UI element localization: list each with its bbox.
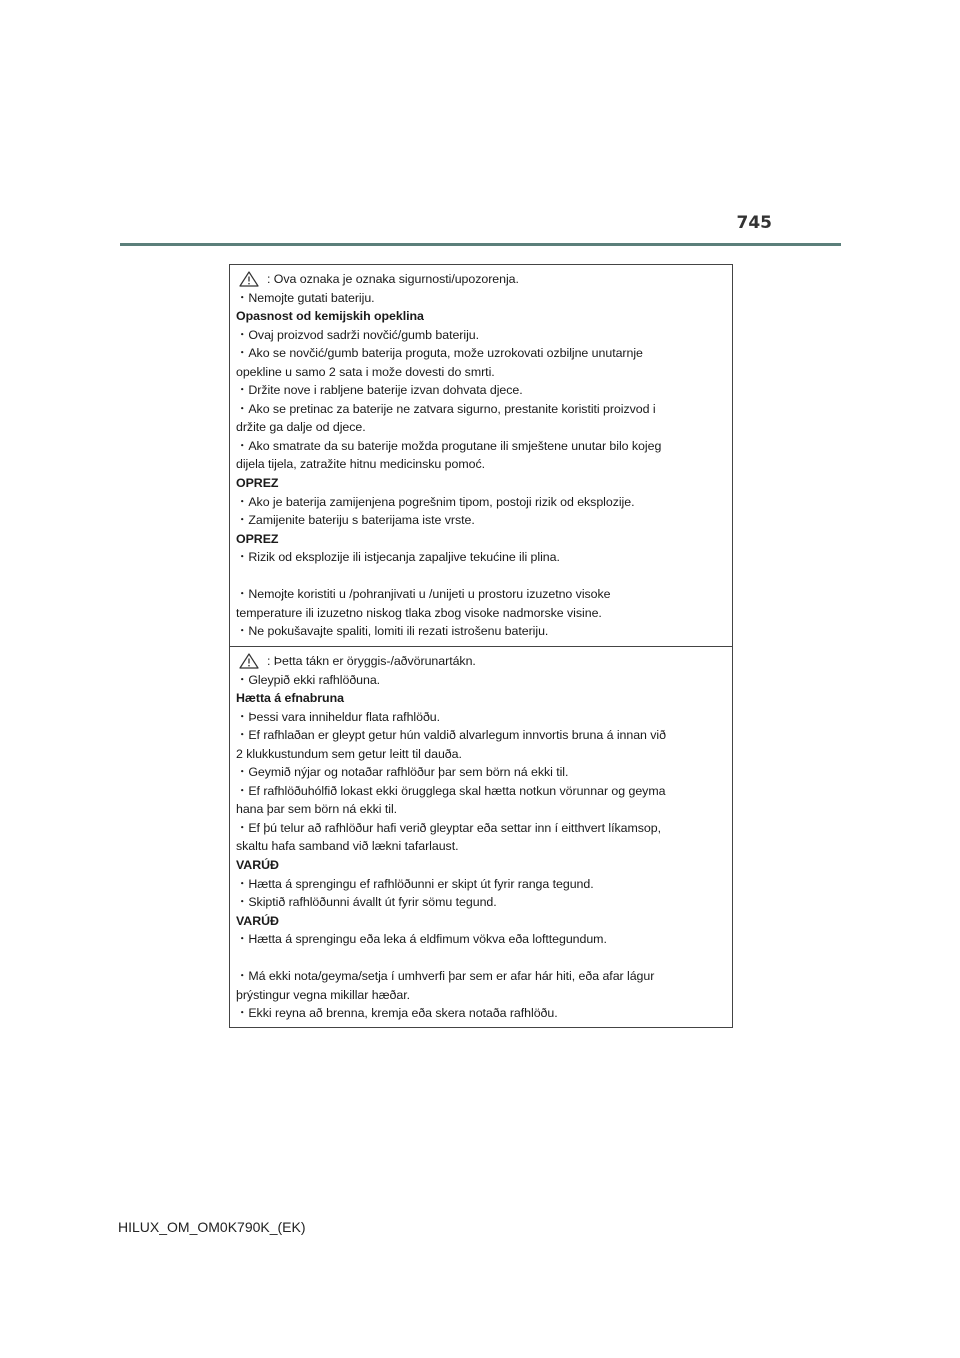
text-line: ・Zamijenite bateriju s baterijama iste vrste.	[236, 513, 475, 528]
section-heading: OPREZ	[236, 531, 279, 546]
text-line: opekline u samo 2 sata i može dovesti do smrti.	[236, 364, 495, 379]
section-heading: Opasnost od kemijskih opeklina	[236, 309, 424, 324]
warning-triangle-icon	[239, 271, 259, 287]
blank-line	[236, 949, 726, 968]
text-line: ・Hætta á sprengingu ef rafhlöðunni er skipt út fyrir ranga tegund.	[236, 876, 594, 891]
text-line: temperature ili izuzetno niskog tlaka zbog visoke nadmorske visine.	[236, 605, 602, 620]
text-line: ・Geymið nýjar og notaðar rafhlöður þar sem börn ná ekki til.	[236, 765, 569, 780]
warning-triangle-icon	[239, 653, 259, 669]
section-heading: VARÚÐ	[236, 913, 279, 928]
text-line: ・Ekki reyna að brenna, kremja eða skera notaða rafhlöðu.	[236, 1006, 558, 1021]
text-line: ・Þessi vara inniheldur flata rafhlöðu.	[236, 709, 441, 724]
text-line: ・Ne pokušavajte spaliti, lomiti ili rezati istrošenu bateriju.	[236, 624, 549, 639]
text-line: hana þar sem börn ná ekki til.	[236, 802, 398, 817]
text-line: ・Hætta á sprengingu eða leka á eldfimum vökva eða lofttegundum.	[236, 932, 607, 947]
section-heading: OPREZ	[236, 476, 279, 491]
warning-header-row	[236, 270, 726, 289]
text-line: ・Má ekki nota/geyma/setja í umhverfi þar sem er afar hár hiti, eða afar lágur	[236, 969, 655, 984]
text-line: ・Ef þú telur að rafhlöður hafi verið gleyptar eða settar inn í eitthvert líkamsop,	[236, 820, 661, 835]
warning-header-text: : Ova oznaka je oznaka sigurnosti/upozorenja.	[267, 272, 519, 286]
warning-header-text: : Þetta tákn er öryggis-/aðvörunartákn.	[267, 654, 476, 668]
text-line: ・Ovaj proizvod sadrži novčić/gumb bateriju.	[236, 327, 480, 342]
text-line: ・Ako se novčić/gumb baterija proguta, može uzrokovati ozbiljne unutarnje	[236, 346, 643, 361]
text-line: ・Gleypið ekki rafhlöðuna.	[236, 672, 381, 687]
section-heading: VARÚÐ	[236, 858, 279, 873]
blank-line	[236, 567, 726, 586]
text-line: ・Ako je baterija zamijenjena pogrešnim tipom, postoji rizik od eksplozije.	[236, 494, 635, 509]
text-line: ・Ef rafhlöðuhólfið lokast ekki örugglega skal hætta notkun vörunnar og geyma	[236, 783, 666, 798]
page-number: 745	[736, 213, 772, 233]
text-line: ・Skiptið rafhlöðunni ávallt út fyrir sömu tegund.	[236, 895, 497, 910]
text-line: ・Ef rafhlaðan er gleypt getur hún valdið alvarlegum innvortis bruna á innan við	[236, 728, 666, 743]
text-line: ・Rizik od eksplozije ili istjecanja zapaljive tekućine ili plina.	[236, 550, 560, 565]
text-line: ・Nemojte koristiti u /pohranjivati u /unijeti u prostoru izuzetno visoke	[236, 587, 611, 602]
text-line: ・Nemojte gutati bateriju.	[236, 290, 375, 305]
warning-header-row	[236, 652, 726, 671]
section-heading: Hætta á efnabruna	[236, 691, 344, 706]
text-line: ・Ako se pretinac za baterije ne zatvara sigurno, prestanite koristiti proizvod i	[236, 401, 656, 416]
text-line: ・Držite nove i rabljene baterije izvan dohvata djece.	[236, 383, 523, 398]
text-line: 2 klukkustundum sem getur leitt til dauða.	[236, 746, 462, 761]
text-line: skaltu hafa samband við lækni tafarlaust.	[236, 839, 459, 854]
text-line: dijela tijela, zatražite hitnu medicinsku pomoć.	[236, 457, 485, 472]
text-line: držite ga dalje od djece.	[236, 420, 366, 435]
text-line: ・Ako smatrate da su baterije možda progutane ili smještene unutar bilo kojeg	[236, 438, 662, 453]
warning-box-icelandic	[229, 647, 733, 1028]
header-rule	[120, 243, 841, 246]
warning-box-croatian	[229, 264, 733, 647]
document-footer-code: HILUX_OM_OM0K790K_(EK)	[118, 1219, 306, 1235]
text-line: þrýstingur vegna mikillar hæðar.	[236, 987, 411, 1002]
